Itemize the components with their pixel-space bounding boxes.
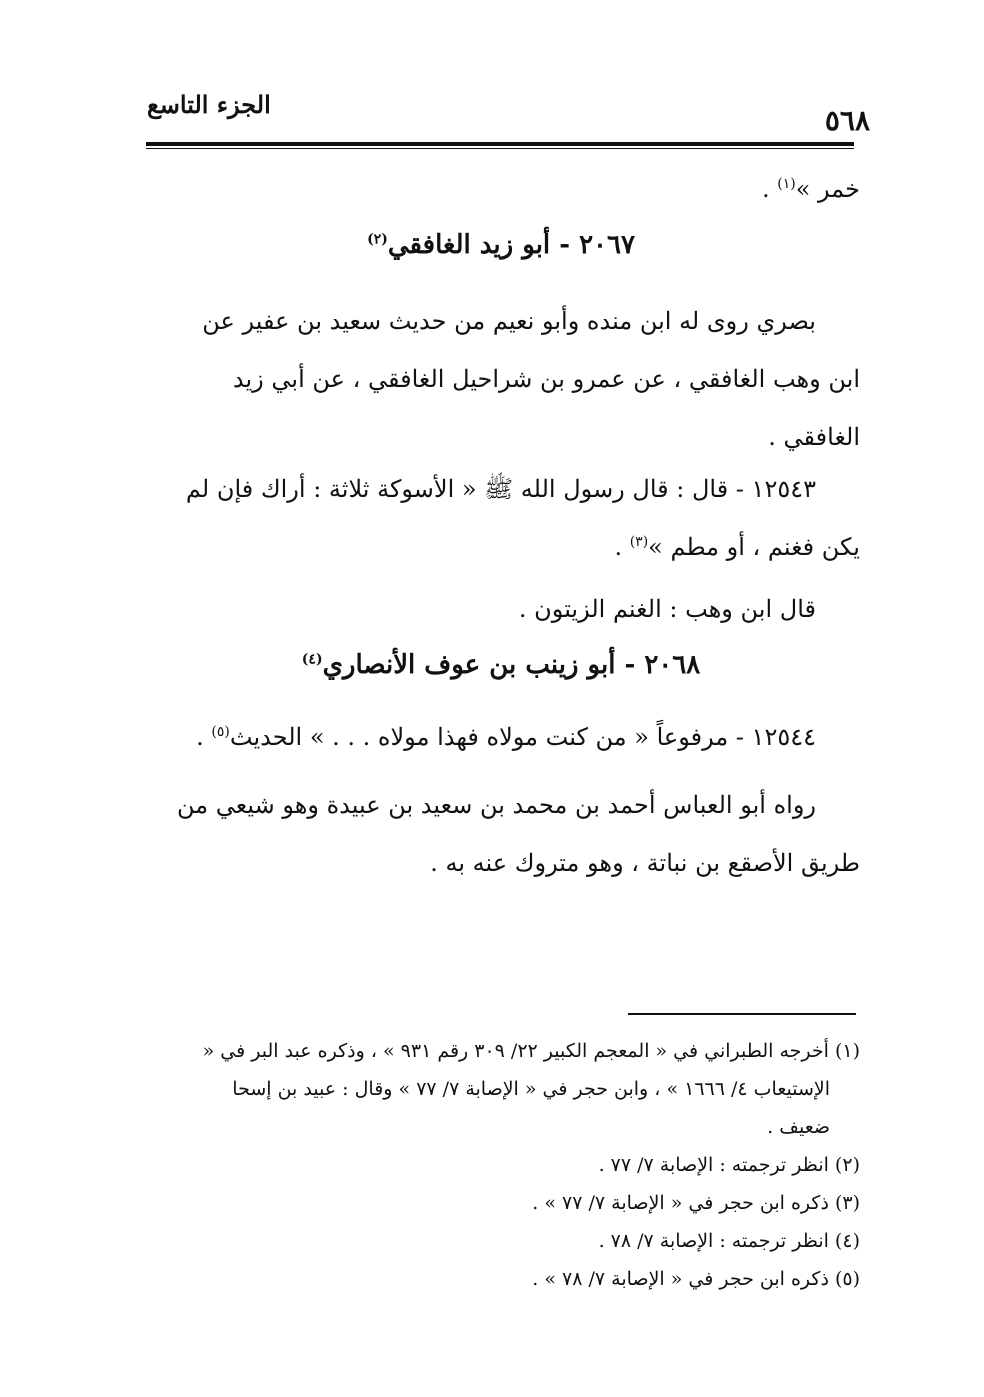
entry-heading-2067 bbox=[142, 230, 860, 260]
header-rule bbox=[146, 142, 854, 149]
footnote-1-cont: الإستيعاب ٤/ ١٦٦٦ » ، وابن حجر في « الإصابة ٧/ ٧٧ » وقال : عبيد بن إسحا bbox=[232, 1078, 830, 1100]
page-number: ٥٦٨ bbox=[824, 104, 870, 137]
opening-line: خمر »$^{(١)}$ . bbox=[762, 175, 860, 203]
hadith-12544: ١٢٥٤٤ - مرفوعاً « من كنت مولاه فهذا مولاه . . . » الحديث$^{(٥)}$ . bbox=[196, 723, 816, 751]
hadith-line: ١٢٥٤٣ - قال : قال رسول الله ﷺ « الأسوكة ثلاثة : أراك فإن لم bbox=[185, 475, 816, 503]
hadith-line: ١٢٥٤٤ - مرفوعاً « من كنت مولاه فهذا مولاه . . . » الحديث bbox=[229, 723, 816, 751]
entry-heading-2068 bbox=[142, 650, 860, 680]
hadith-12543: ١٢٥٤٣ - قال : قال رسول الله ﷺ « الأسوكة ثلاثة : أراك فإن لم يكن فغنم ، أو مطم »$^{(٣)}$ . bbox=[142, 460, 860, 576]
running-title: الجزء التاسع bbox=[147, 90, 271, 119]
footnote-ref-1: (١) bbox=[777, 176, 796, 192]
footnote-2: (٢) انظر ترجمته : الإصابة ٧/ ٧٧ . bbox=[598, 1154, 860, 1176]
footnote-4: (٤) انظر ترجمته : الإصابة ٧/ ٧٨ . bbox=[598, 1230, 860, 1252]
paragraph-line: رواه أبو العباس أحمد بن محمد بن سعيد بن عبيدة وهو شيعي من bbox=[177, 791, 816, 819]
footnote-ref-5: (٥) bbox=[211, 724, 230, 740]
note-line: قال ابن وهب : الغنم الزيتون . bbox=[518, 595, 816, 623]
entry-heading-2067-text: ٢٠٦٧ - أبو زيد الغافقي bbox=[387, 230, 635, 260]
ibn-wahb-note bbox=[142, 580, 860, 638]
footnote-5: (٥) ذكره ابن حجر في « الإصابة ٧/ ٧٨ » . bbox=[532, 1268, 860, 1290]
footnote-3: (٣) ذكره ابن حجر في « الإصابة ٧/ ٧٧ » . bbox=[532, 1192, 860, 1214]
hadith-line: يكن فغنم ، أو مطم » bbox=[648, 533, 860, 561]
paragraph-line: بصري روى له ابن منده وأبو نعيم من حديث سعيد بن عفير عن bbox=[202, 307, 816, 335]
opening-text: خمر » bbox=[795, 175, 860, 203]
entry-heading-2068-text: ٢٠٦٨ - أبو زينب بن عوف الأنصاري bbox=[322, 650, 701, 680]
entry-2067-paragraph bbox=[142, 292, 860, 466]
footnote-ref-4: (٤) bbox=[301, 651, 323, 668]
paragraph-line: طريق الأصقع بن نباتة ، وهو متروك عنه به . bbox=[430, 849, 860, 877]
paragraph-line: ابن وهب الغافقي ، عن عمرو بن شراحيل الغافقي ، عن أبي زيد bbox=[232, 365, 860, 393]
footnote-1: (١) أخرجه الطبراني في « المعجم الكبير ٢٢/ ٣٠٩ رقم ٩٣١ » ، وذكره عبد البر في « bbox=[202, 1040, 860, 1062]
footnotes bbox=[142, 1032, 860, 1298]
footnote-ref-2: (٢) bbox=[367, 231, 388, 248]
footnote-separator bbox=[628, 1013, 856, 1015]
footnote-ref-3: (٣) bbox=[629, 534, 649, 550]
entry-2068-paragraph bbox=[142, 776, 860, 892]
footnote-1-cont: ضعيف . bbox=[767, 1116, 830, 1138]
paragraph-line: الغافقي . bbox=[768, 423, 860, 451]
